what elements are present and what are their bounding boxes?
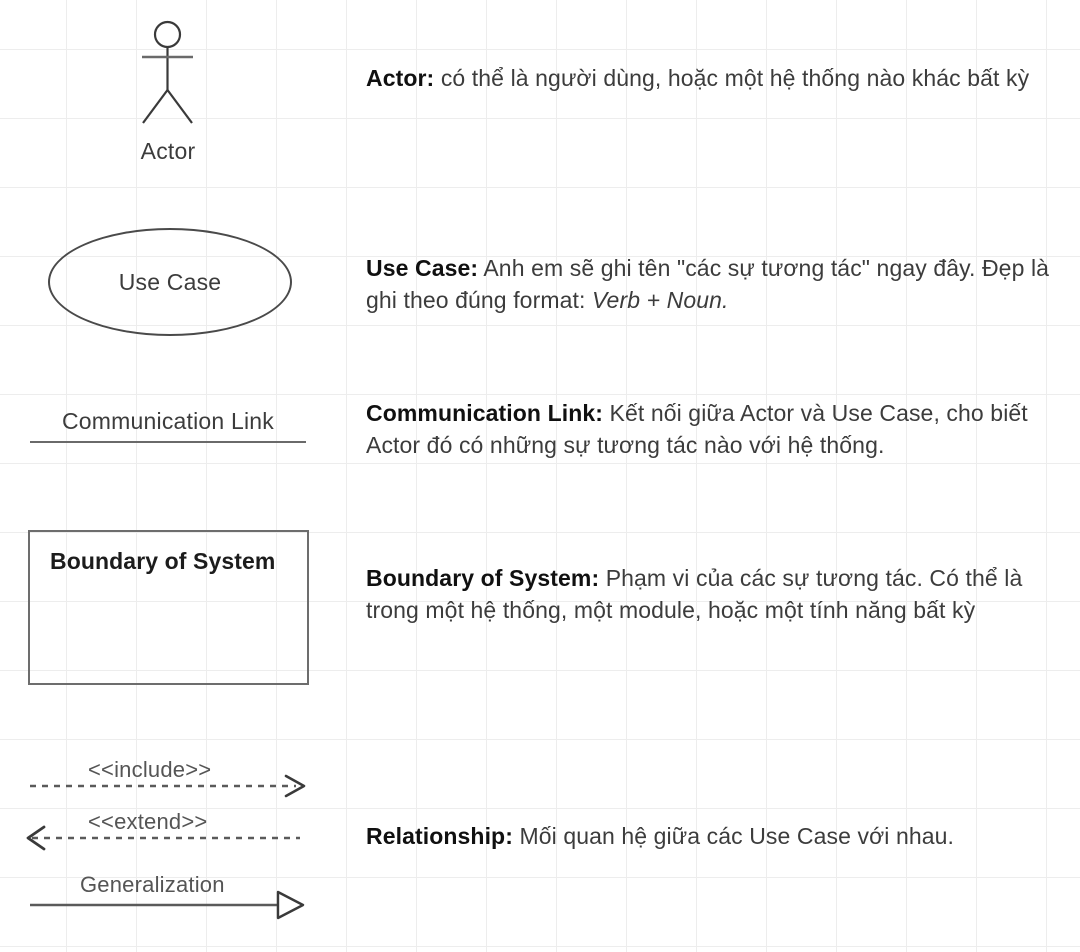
boundary-of-system-box [28, 530, 309, 685]
description-actor [366, 62, 1054, 94]
actor-stick-figure-icon [118, 14, 218, 134]
description-communication-link-text: Kết nối giữa Actor và Use Case, cho biết Actor đó có những sự tương tác nào với hệ thống. [366, 400, 1028, 458]
description-boundary-term: Boundary of System: [366, 565, 600, 591]
description-usecase-emphasis: Verb + Noun. [591, 287, 729, 313]
description-relationship-text: Mối quan hệ giữa các Use Case với nhau. [512, 823, 955, 849]
description-usecase [366, 252, 1054, 316]
description-boundary [366, 562, 1054, 626]
description-boundary-text: Phạm vi của các sự tương tác. Có thể là trong một hệ thống, một module, hoặc một tính năng bất kỳ [366, 565, 1023, 623]
actor-symbol-label: Actor [140, 138, 196, 164]
description-usecase-term: Use Case: [366, 255, 479, 281]
description-actor-text: có thể là người dùng, hoặc một hệ thống nào khác bất kỳ [434, 65, 1030, 91]
communication-link-line [30, 441, 306, 443]
description-communication-link-term: Communication Link: [366, 400, 604, 426]
description-actor-term: Actor: [366, 65, 435, 91]
boundary-of-system-symbol-label: Boundary of System [50, 548, 276, 574]
usecase-symbol-label: Use Case [118, 268, 222, 295]
description-relationship [366, 820, 1054, 852]
extend-stereotype-label: <<extend>> [88, 809, 208, 834]
description-communication-link [366, 397, 1054, 461]
generalization-symbol-label: Generalization [80, 872, 225, 897]
usecase-ellipse-shape [48, 228, 292, 336]
description-usecase-text: Anh em sẽ ghi tên "các sự tương tác" ngay đây. Đẹp là ghi theo đúng format: [366, 255, 1050, 313]
communication-link-symbol-label: Communication Link [62, 408, 274, 434]
description-relationship-term: Relationship: [366, 823, 513, 849]
include-stereotype-label: <<include>> [88, 757, 212, 782]
